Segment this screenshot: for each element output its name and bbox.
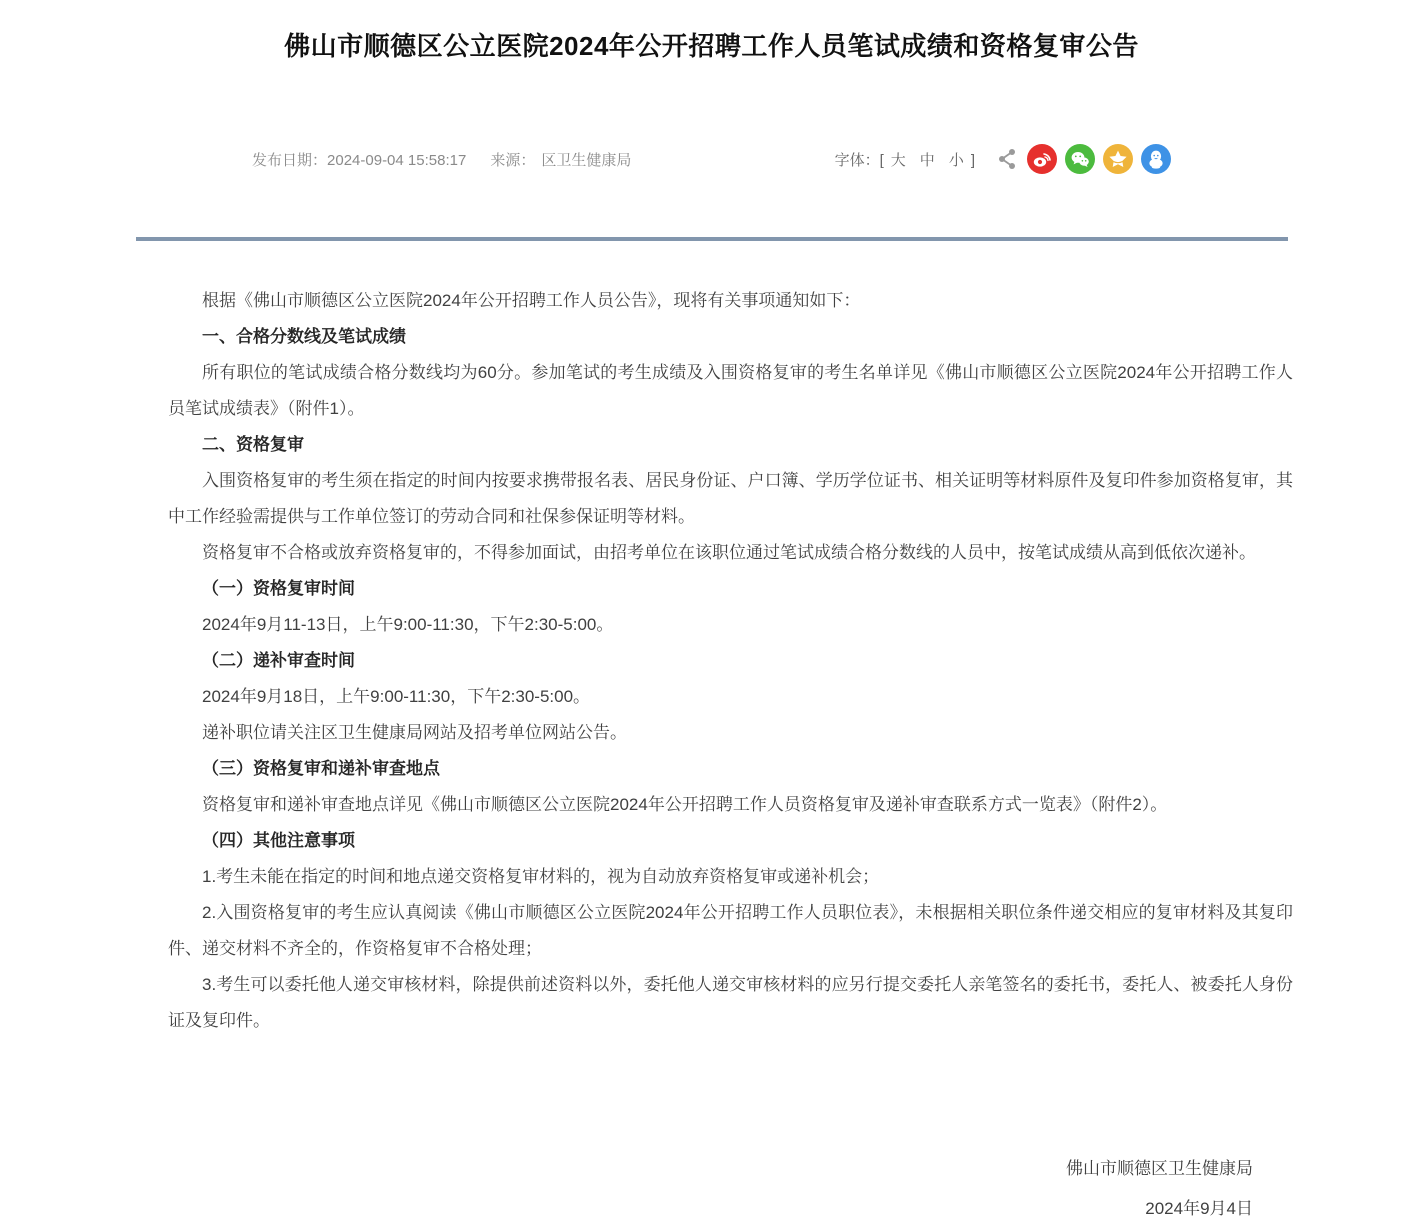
source-value: 区卫生健康局 — [541, 151, 632, 169]
section-heading: 二、资格复审 — [202, 435, 304, 454]
bracket-close: ] — [970, 151, 975, 169]
footer-date: 2024年9月4日 — [1145, 1199, 1253, 1218]
toolbar — [835, 144, 1171, 174]
article-paragraph: 所有职位的笔试成绩合格分数线均为60分。参加笔试的考生成绩及入围资格复审的考生名单详见《佛山市顺德区公立医院2024年公开招聘工作人员笔试成绩表》（附件1）。 — [168, 363, 1293, 418]
weibo-icon[interactable] — [1027, 144, 1057, 174]
article-paragraph: 3.考生可以委托他人递交审核材料，除提供前述资料以外，委托他人递交审核材料的应另行提交委托人亲笔签名的委托书，委托人、被委托人身份证及复印件。 — [168, 975, 1293, 1030]
section-heading: （四）其他注意事项 — [202, 831, 355, 850]
section-heading: （二）递补审查时间 — [202, 651, 355, 670]
source-label: 来源： — [490, 151, 536, 169]
article-paragraph: 根据《佛山市顺德区公立医院2024年公开招聘工作人员公告》，现将有关事项通知如下： — [202, 291, 861, 310]
footer-org: 佛山市顺德区卫生健康局 — [1066, 1159, 1253, 1178]
signature-block — [0, 1149, 1423, 1229]
font-size-control — [835, 149, 975, 170]
article-paragraph: 1.考生未能在指定的时间和地点递交资格复审材料的，视为自动放弃资格复审或递补机会； — [202, 867, 880, 886]
font-size-small[interactable]: 小 — [948, 151, 964, 169]
qq-icon[interactable] — [1141, 144, 1171, 174]
qzone-icon[interactable] — [1103, 144, 1133, 174]
article-paragraph: 资格复审和递补审查地点详见《佛山市顺德区公立医院2024年公开招聘工作人员资格复审及递补审查联系方式一览表》（附件2）。 — [202, 795, 1168, 814]
publish-date-label: 发布日期： — [252, 151, 328, 169]
article-paragraph: 递补职位请关注区卫生健康局网站及招考单位网站公告。 — [202, 723, 627, 742]
bracket-open: [ — [879, 151, 884, 169]
meta-info — [252, 149, 631, 170]
page-title: 佛山市顺德区公立医院2024年公开招聘工作人员笔试成绩和资格复审公告 — [284, 31, 1139, 61]
meta-row — [252, 143, 1171, 175]
font-size-medium[interactable]: 中 — [919, 151, 935, 169]
section-heading: （一）资格复审时间 — [202, 579, 355, 598]
article-paragraph: 入围资格复审的考生须在指定的时间内按要求携带报名表、居民身份证、户口簿、学历学位证书、相关证明等材料原件及复印件参加资格复审，其中工作经验需提供与工作单位签订的劳动合同和社保参保证明等材料。 — [168, 471, 1293, 526]
article-paragraph: 资格复审不合格或放弃资格复审的，不得参加面试，由招考单位在该职位通过笔试成绩合格分数线的人员中，按笔试成绩从高到低依次递补。 — [202, 543, 1256, 562]
article-body — [0, 241, 1423, 1039]
font-size-large[interactable]: 大 — [890, 151, 906, 169]
share-icon[interactable] — [995, 145, 1019, 173]
section-heading: 一、合格分数线及笔试成绩 — [202, 327, 406, 346]
article-paragraph: 2024年9月11-13日，上午9:00-11:30，下午2:30-5:00。 — [202, 615, 614, 634]
publish-date-value: 2024-09-04 15:58:17 — [327, 151, 467, 169]
wechat-icon[interactable] — [1065, 144, 1095, 174]
font-size-label: 字体： — [834, 151, 880, 169]
article-paragraph: 2024年9月18日，上午9:00-11:30，下午2:30-5:00。 — [202, 687, 591, 706]
article-paragraph: 2.入围资格复审的考生应认真阅读《佛山市顺德区公立医院2024年公开招聘工作人员职位表》，未根据相关职位条件递交相应的复审材料及其复印件、递交材料不齐全的，作资格复审不合格处理； — [168, 903, 1293, 958]
section-heading: （三）资格复审和递补审查地点 — [202, 759, 440, 778]
